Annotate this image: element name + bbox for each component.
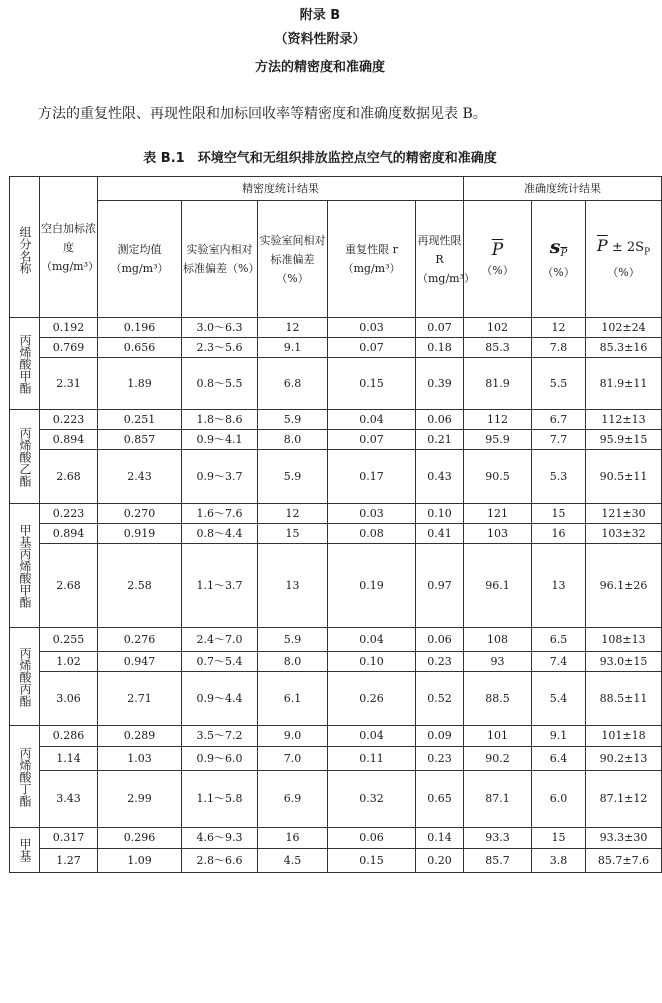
cell-s-p: 7.7 xyxy=(532,430,586,450)
cell-repeatability: 0.15 xyxy=(328,849,416,873)
table-row xyxy=(10,338,662,358)
cell-inter-rsd: 5.9 xyxy=(258,450,328,504)
cell-s-p: 5.4 xyxy=(532,672,586,726)
table-row xyxy=(10,747,662,771)
cell-inter-rsd: 8.0 xyxy=(258,430,328,450)
cell-blank-conc: 0.317 xyxy=(40,828,98,849)
cell-mean: 2.58 xyxy=(98,544,182,628)
cell-blank-conc: 0.192 xyxy=(40,318,98,338)
header-intra-rsd: 实验室内相对标准偏差（%） xyxy=(182,201,258,318)
cell-reproducibility: 0.41 xyxy=(416,524,464,544)
cell-repeatability: 0.19 xyxy=(328,544,416,628)
s-p-subscript: P xyxy=(560,248,568,260)
cell-p-bar: 96.1 xyxy=(464,544,532,628)
cell-blank-conc: 0.894 xyxy=(40,430,98,450)
table-row xyxy=(10,410,662,430)
cell-repeatability: 0.10 xyxy=(328,652,416,672)
header-s-p xyxy=(532,201,586,318)
cell-reproducibility: 0.06 xyxy=(416,628,464,652)
cell-mean: 0.947 xyxy=(98,652,182,672)
cell-s-p: 16 xyxy=(532,524,586,544)
cell-p-bar: 101 xyxy=(464,726,532,747)
cell-intra-rsd: 0.8～4.4 xyxy=(182,524,258,544)
cell-p-bar: 108 xyxy=(464,628,532,652)
table-row xyxy=(10,318,662,338)
cell-mean: 1.03 xyxy=(98,747,182,771)
cell-p-range: 102±24 xyxy=(586,318,662,338)
cell-inter-rsd: 8.0 xyxy=(258,652,328,672)
cell-repeatability: 0.04 xyxy=(328,726,416,747)
cell-blank-conc: 0.894 xyxy=(40,524,98,544)
s-p-symbol: s xyxy=(549,236,561,259)
cell-repeatability: 0.32 xyxy=(328,771,416,828)
cell-repeatability: 0.08 xyxy=(328,524,416,544)
cell-mean: 0.276 xyxy=(98,628,182,652)
cell-s-p: 15 xyxy=(532,504,586,524)
cell-reproducibility: 0.23 xyxy=(416,747,464,771)
cell-p-range: 81.9±11 xyxy=(586,358,662,410)
appendix-subtitle: （资料性附录） xyxy=(274,32,366,47)
cell-intra-rsd: 4.6～9.3 xyxy=(182,828,258,849)
table-row xyxy=(10,524,662,544)
cell-repeatability: 0.04 xyxy=(328,410,416,430)
cell-reproducibility: 0.09 xyxy=(416,726,464,747)
precision-accuracy-table xyxy=(9,176,662,873)
component-name: 丙烯酸丁酯 xyxy=(10,726,40,828)
cell-inter-rsd: 4.5 xyxy=(258,849,328,873)
component-name: 丙烯酸乙酯 xyxy=(10,410,40,504)
cell-s-p: 7.4 xyxy=(532,652,586,672)
table-row xyxy=(10,504,662,524)
cell-intra-rsd: 1.1～5.8 xyxy=(182,771,258,828)
cell-p-range: 103±32 xyxy=(586,524,662,544)
cell-p-bar: 87.1 xyxy=(464,771,532,828)
cell-reproducibility: 0.52 xyxy=(416,672,464,726)
cell-p-bar: 88.5 xyxy=(464,672,532,726)
component-name: 甲基丙烯酸甲酯 xyxy=(10,504,40,628)
cell-p-bar: 93 xyxy=(464,652,532,672)
table-row xyxy=(10,771,662,828)
cell-blank-conc: 0.769 xyxy=(40,338,98,358)
pm-subscript: P xyxy=(644,247,651,258)
cell-p-range: 93.0±15 xyxy=(586,652,662,672)
cell-intra-rsd: 3.5～7.2 xyxy=(182,726,258,747)
cell-p-range: 93.3±30 xyxy=(586,828,662,849)
cell-blank-conc: 2.68 xyxy=(40,450,98,504)
cell-mean: 0.296 xyxy=(98,828,182,849)
cell-inter-rsd: 12 xyxy=(258,504,328,524)
cell-p-bar: 90.5 xyxy=(464,450,532,504)
header-precision-group: 精密度统计结果 xyxy=(98,177,464,201)
cell-repeatability: 0.11 xyxy=(328,747,416,771)
cell-blank-conc: 1.14 xyxy=(40,747,98,771)
cell-intra-rsd: 0.9～4.1 xyxy=(182,430,258,450)
cell-inter-rsd: 16 xyxy=(258,828,328,849)
cell-reproducibility: 0.14 xyxy=(416,828,464,849)
cell-p-range: 96.1±26 xyxy=(586,544,662,628)
section-heading: 方法的精密度和准确度 xyxy=(254,60,385,75)
cell-p-bar: 85.3 xyxy=(464,338,532,358)
cell-s-p: 3.8 xyxy=(532,849,586,873)
cell-blank-conc: 0.223 xyxy=(40,504,98,524)
cell-reproducibility: 0.65 xyxy=(416,771,464,828)
cell-p-bar: 90.2 xyxy=(464,747,532,771)
cell-p-range: 95.9±15 xyxy=(586,430,662,450)
p-bar-symbol: $\overline{P}$ xyxy=(491,239,504,260)
cell-p-bar: 93.3 xyxy=(464,828,532,849)
header-inter-rsd: 实验室间相对标准偏差（%） xyxy=(258,201,328,318)
cell-reproducibility: 0.18 xyxy=(416,338,464,358)
table-caption: 表 B.1 环境空气和无组织排放监控点空气的精密度和准确度 xyxy=(143,151,497,166)
table-row xyxy=(10,358,662,410)
cell-p-range: 108±13 xyxy=(586,628,662,652)
cell-reproducibility: 0.20 xyxy=(416,849,464,873)
cell-inter-rsd: 6.8 xyxy=(258,358,328,410)
cell-intra-rsd: 2.8～6.6 xyxy=(182,849,258,873)
cell-inter-rsd: 6.1 xyxy=(258,672,328,726)
cell-s-p: 6.0 xyxy=(532,771,586,828)
cell-mean: 0.251 xyxy=(98,410,182,430)
cell-inter-rsd: 7.0 xyxy=(258,747,328,771)
cell-inter-rsd: 9.0 xyxy=(258,726,328,747)
cell-intra-rsd: 0.9～3.7 xyxy=(182,450,258,504)
cell-mean: 2.43 xyxy=(98,450,182,504)
cell-s-p: 5.3 xyxy=(532,450,586,504)
cell-blank-conc: 2.68 xyxy=(40,544,98,628)
cell-reproducibility: 0.23 xyxy=(416,652,464,672)
cell-s-p: 12 xyxy=(532,318,586,338)
cell-intra-rsd: 1.6～7.6 xyxy=(182,504,258,524)
cell-repeatability: 0.26 xyxy=(328,672,416,726)
cell-intra-rsd: 3.0～6.3 xyxy=(182,318,258,338)
cell-s-p: 9.1 xyxy=(532,726,586,747)
cell-inter-rsd: 6.9 xyxy=(258,771,328,828)
pm-unit: （%） xyxy=(607,265,640,279)
s-p-unit: （%） xyxy=(542,265,575,279)
cell-blank-conc: 0.255 xyxy=(40,628,98,652)
table-row xyxy=(10,726,662,747)
header-accuracy-group: 准确度统计结果 xyxy=(464,177,662,201)
cell-p-bar: 95.9 xyxy=(464,430,532,450)
cell-p-bar: 85.7 xyxy=(464,849,532,873)
cell-inter-rsd: 15 xyxy=(258,524,328,544)
cell-repeatability: 0.07 xyxy=(328,430,416,450)
pm-rest: ± 2S xyxy=(607,240,645,256)
cell-s-p: 6.5 xyxy=(532,628,586,652)
cell-blank-conc: 2.31 xyxy=(40,358,98,410)
cell-s-p: 6.4 xyxy=(532,747,586,771)
cell-repeatability: 0.15 xyxy=(328,358,416,410)
cell-p-range: 87.1±12 xyxy=(586,771,662,828)
cell-repeatability: 0.03 xyxy=(328,318,416,338)
cell-intra-rsd: 1.1～3.7 xyxy=(182,544,258,628)
cell-mean: 0.919 xyxy=(98,524,182,544)
cell-mean: 0.289 xyxy=(98,726,182,747)
cell-inter-rsd: 5.9 xyxy=(258,628,328,652)
cell-repeatability: 0.17 xyxy=(328,450,416,504)
cell-mean: 0.857 xyxy=(98,430,182,450)
cell-p-range: 101±18 xyxy=(586,726,662,747)
cell-intra-rsd: 1.8～8.6 xyxy=(182,410,258,430)
cell-repeatability: 0.03 xyxy=(328,504,416,524)
table-row xyxy=(10,450,662,504)
cell-blank-conc: 3.06 xyxy=(40,672,98,726)
component-name: 丙烯酸甲酯 xyxy=(10,318,40,410)
cell-p-range: 85.7±7.6 xyxy=(586,849,662,873)
table-row xyxy=(10,828,662,849)
component-name: 甲基 xyxy=(10,828,40,873)
cell-inter-rsd: 5.9 xyxy=(258,410,328,430)
table-row xyxy=(10,652,662,672)
table-body xyxy=(10,177,662,873)
cell-p-bar: 103 xyxy=(464,524,532,544)
cell-mean: 1.89 xyxy=(98,358,182,410)
table-row xyxy=(10,430,662,450)
cell-mean: 2.99 xyxy=(98,771,182,828)
cell-p-range: 112±13 xyxy=(586,410,662,430)
cell-mean: 0.270 xyxy=(98,504,182,524)
header-blank-conc: 空白加标浓度（mg/m³） xyxy=(40,177,98,318)
cell-s-p: 6.7 xyxy=(532,410,586,430)
cell-s-p: 15 xyxy=(532,828,586,849)
table-row xyxy=(10,544,662,628)
header-p-bar xyxy=(464,201,532,318)
pm-symbol: $\overline{P}$ xyxy=(596,236,608,256)
cell-p-range: 121±30 xyxy=(586,504,662,524)
cell-intra-rsd: 0.7～5.4 xyxy=(182,652,258,672)
table-row xyxy=(10,849,662,873)
cell-s-p: 7.8 xyxy=(532,338,586,358)
cell-blank-conc: 0.223 xyxy=(40,410,98,430)
cell-repeatability: 0.07 xyxy=(328,338,416,358)
cell-inter-rsd: 13 xyxy=(258,544,328,628)
cell-s-p: 5.5 xyxy=(532,358,586,410)
cell-intra-rsd: 0.8～5.5 xyxy=(182,358,258,410)
cell-s-p: 13 xyxy=(532,544,586,628)
cell-inter-rsd: 9.1 xyxy=(258,338,328,358)
cell-intra-rsd: 2.4～7.0 xyxy=(182,628,258,652)
cell-mean: 1.09 xyxy=(98,849,182,873)
cell-p-bar: 81.9 xyxy=(464,358,532,410)
cell-mean: 0.196 xyxy=(98,318,182,338)
cell-repeatability: 0.04 xyxy=(328,628,416,652)
cell-mean: 2.71 xyxy=(98,672,182,726)
cell-reproducibility: 0.06 xyxy=(416,410,464,430)
header-mean: 测定均值（mg/m³） xyxy=(98,201,182,318)
header-repeatability: 重复性限 r（mg/m³） xyxy=(328,201,416,318)
cell-p-bar: 102 xyxy=(464,318,532,338)
cell-intra-rsd: 0.9～6.0 xyxy=(182,747,258,771)
cell-blank-conc: 1.02 xyxy=(40,652,98,672)
header-reproducibility: 再现性限 R（mg/m³） xyxy=(416,201,464,318)
table-row xyxy=(10,628,662,652)
cell-p-range: 90.5±11 xyxy=(586,450,662,504)
cell-p-bar: 121 xyxy=(464,504,532,524)
table-row xyxy=(10,672,662,726)
cell-p-range: 88.5±11 xyxy=(586,672,662,726)
cell-inter-rsd: 12 xyxy=(258,318,328,338)
header-p-range xyxy=(586,201,662,318)
intro-paragraph: 方法的重复性限、再现性限和加标回收率等精密度和准确度数据见表 B。 xyxy=(38,106,487,122)
appendix-title: 附录 B xyxy=(299,8,341,23)
cell-reproducibility: 0.10 xyxy=(416,504,464,524)
cell-p-range: 85.3±16 xyxy=(586,338,662,358)
cell-intra-rsd: 2.3～5.6 xyxy=(182,338,258,358)
cell-mean: 0.656 xyxy=(98,338,182,358)
cell-intra-rsd: 0.9～4.4 xyxy=(182,672,258,726)
p-bar-unit: （%） xyxy=(481,263,514,277)
cell-p-bar: 112 xyxy=(464,410,532,430)
header-component: 组分名称 xyxy=(10,177,40,318)
cell-reproducibility: 0.97 xyxy=(416,544,464,628)
cell-p-range: 90.2±13 xyxy=(586,747,662,771)
component-name: 丙烯酸丙酯 xyxy=(10,628,40,726)
cell-reproducibility: 0.07 xyxy=(416,318,464,338)
cell-blank-conc: 1.27 xyxy=(40,849,98,873)
cell-reproducibility: 0.21 xyxy=(416,430,464,450)
cell-blank-conc: 3.43 xyxy=(40,771,98,828)
cell-reproducibility: 0.39 xyxy=(416,358,464,410)
cell-blank-conc: 0.286 xyxy=(40,726,98,747)
cell-repeatability: 0.06 xyxy=(328,828,416,849)
cell-reproducibility: 0.43 xyxy=(416,450,464,504)
